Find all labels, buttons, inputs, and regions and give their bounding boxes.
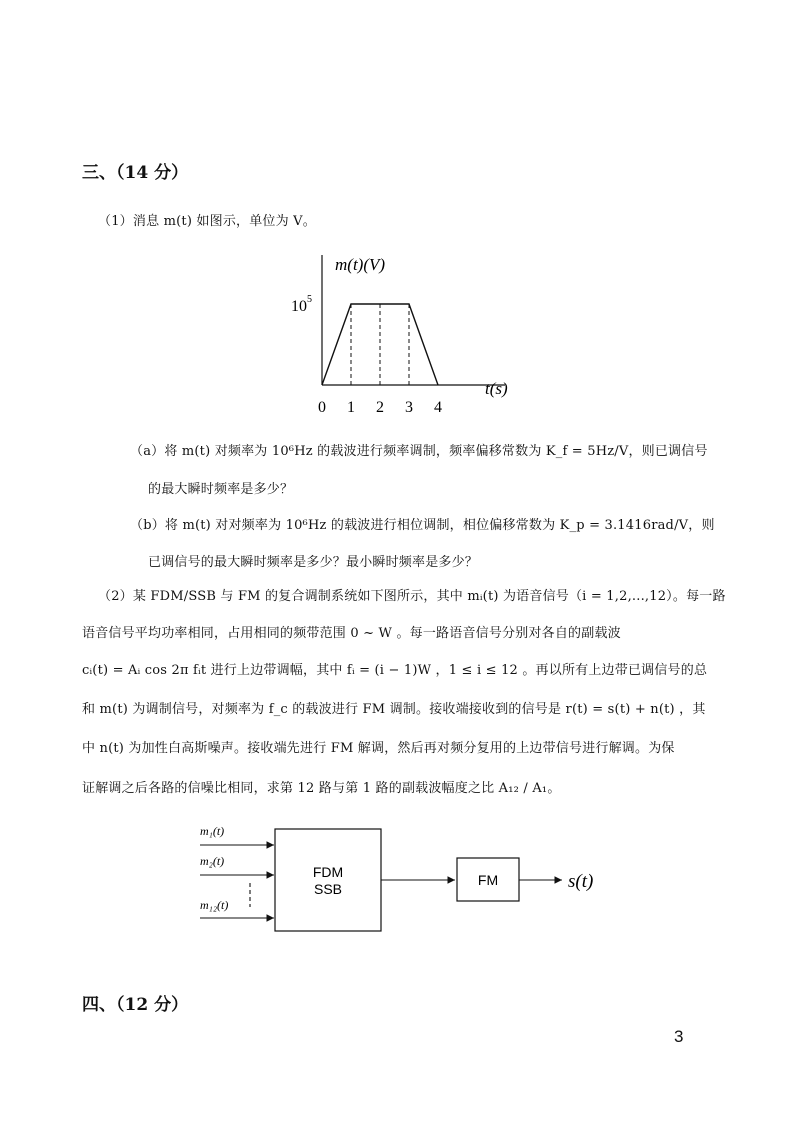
- input-m2-label: m₂(t): [200, 854, 225, 868]
- input-m1-label: m₁(t): [200, 824, 225, 838]
- input-m12-label: m₁₂(t): [200, 898, 229, 912]
- fdm-ssb-box: [275, 829, 381, 931]
- x-tick-label-0: 0: [318, 399, 326, 416]
- peak-label: 10: [291, 298, 307, 315]
- block-diagram: [190, 815, 620, 940]
- x-tick-label-3: 3: [405, 399, 413, 416]
- part-2-line-4: 和 m(t) 为调制信号，对频率为 f_c 的载波进行 FM 调制。接收端接收到的信号是 r(t) = s(t) + n(t) ，其: [82, 702, 706, 717]
- peak-exponent: 5: [307, 294, 312, 305]
- page-number: 3: [674, 1027, 684, 1046]
- x-tick-label-1: 1: [347, 399, 355, 416]
- part-2-line-2: 语音信号平均功率相同，占用相同的频带范围 0 ~ W 。每一路语音信号分别对各自的副载波: [82, 626, 621, 641]
- fdm-label: FDM: [312, 864, 344, 880]
- question-b-line-2: 已调信号的最大瞬时频率是多少？最小瞬时频率是多少？: [148, 555, 479, 570]
- part-1-text: （1）消息 m(t) 如图示，单位为 V。: [98, 214, 316, 229]
- ssb-label: SSB: [313, 881, 343, 897]
- y-axis-label: m(t)(V): [335, 255, 386, 274]
- part-2-line-6: 证解调之后各路的信噪比相同，求第 12 路与第 1 路的副载波幅度之比 A₁₂ / A₁。: [82, 781, 561, 796]
- part-2-line-5: 中 n(t) 为加性白高斯噪声。接收端先进行 FM 解调，然后再对频分复用的上边带信号进行解调。为保: [82, 741, 675, 756]
- x-tick-label-4: 4: [434, 399, 442, 416]
- question-b-line-1: （b）将 m(t) 对对频率为 10⁶Hz 的载波进行相位调制，相位偏移常数为 K_p = 3.1416rad/V，则: [130, 518, 715, 533]
- question-a-line-1: （a）将 m(t) 对频率为 10⁶Hz 的载波进行频率调制，频率偏移常数为 K_f = 5Hz/V，则已调信号: [130, 444, 708, 459]
- output-label: s(t): [568, 871, 594, 892]
- fm-label: FM: [477, 872, 499, 888]
- part-2-line-1: （2）某 FDM/SSB 与 FM 的复合调制系统如下图所示，其中 mᵢ(t) 为语音信号（i = 1,2,...,12）。每一路: [98, 589, 726, 604]
- question-a-line-2: 的最大瞬时频率是多少？: [148, 482, 294, 497]
- signal-curve: [322, 304, 438, 385]
- part-2-line-3: cᵢ(t) = Aᵢ cos 2π fᵢt 进行上边带调幅，其中 fᵢ = (i − 1)W ，1 ≤ i ≤ 12 。再以所有上边带已调信号的总: [82, 663, 708, 678]
- section-4-heading: 四、（12 分）: [82, 995, 189, 1015]
- x-tick-label-2: 2: [376, 399, 384, 416]
- message-graph: [285, 250, 525, 420]
- section-3-heading: 三、（14 分）: [82, 163, 189, 183]
- x-axis-label: t(s): [485, 379, 508, 398]
